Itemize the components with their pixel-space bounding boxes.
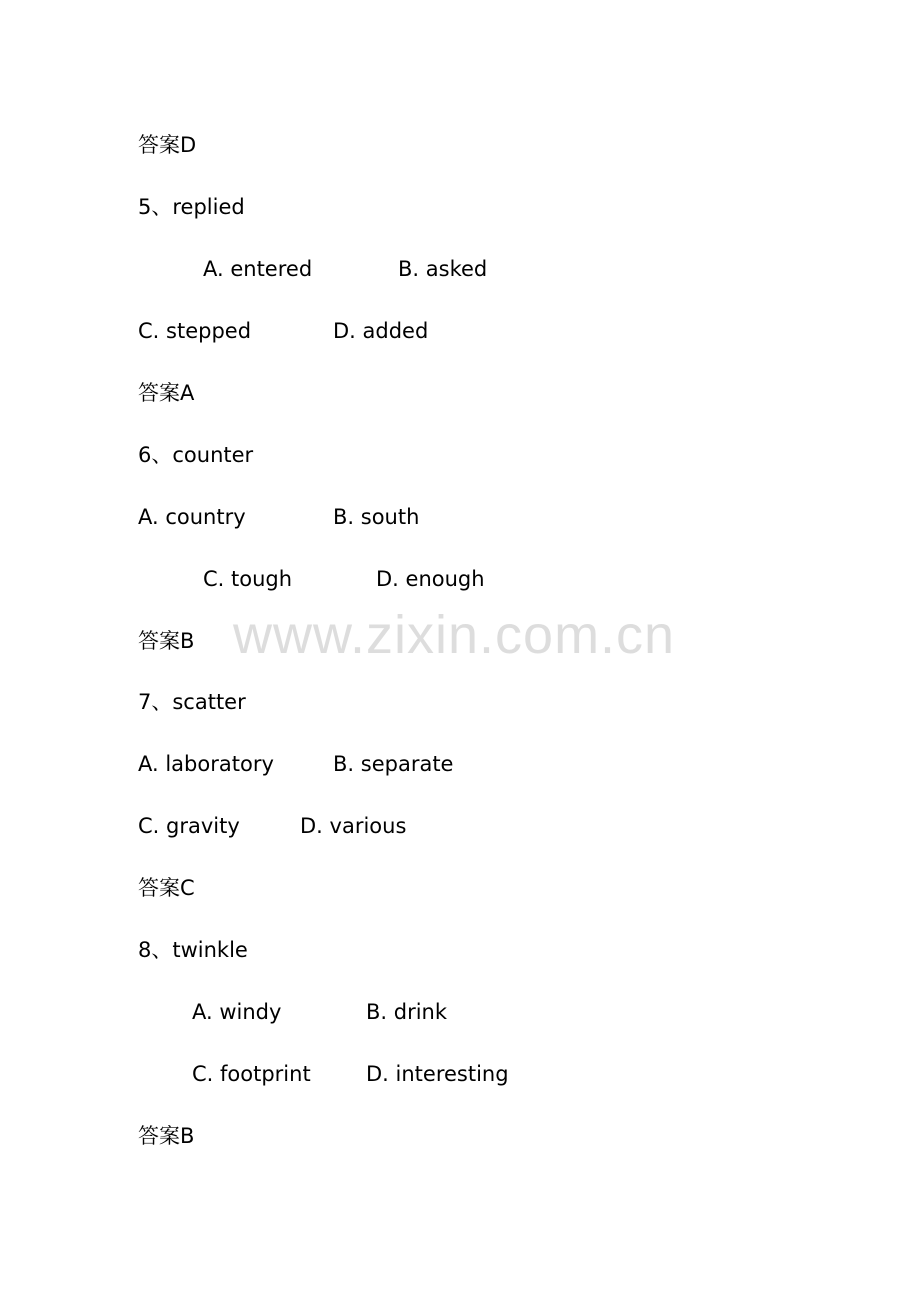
question-6-option-c: C. tough: [203, 567, 293, 591]
question-5-answer: 答案A: [138, 381, 195, 405]
question-7-option-c: C. gravity: [138, 814, 240, 838]
question-8-option-b: B. drink: [366, 1000, 448, 1024]
question-6-answer: 答案B: [138, 629, 195, 653]
question-5-option-d: D. added: [333, 319, 429, 343]
question-5-option-c: C. stepped: [138, 319, 252, 343]
question-6-stem: 6、counter: [138, 443, 254, 467]
question-5-stem: 5、replied: [138, 195, 245, 219]
question-7-stem: 7、scatter: [138, 690, 246, 714]
question-6-option-b: B. south: [333, 505, 420, 529]
watermark: www.zixin.com.cn: [233, 605, 676, 665]
question-7-option-d: D. various: [300, 814, 407, 838]
question-8-stem: 8、twinkle: [138, 938, 248, 962]
question-5-option-b: B. asked: [398, 257, 488, 281]
question-8-option-c: C. footprint: [192, 1062, 311, 1086]
question-7-answer: 答案C: [138, 876, 195, 900]
question-7-option-a: A. laboratory: [138, 752, 274, 776]
question-6-option-a: A. country: [138, 505, 246, 529]
question-5-option-a: A. entered: [203, 257, 313, 281]
question-8-answer: 答案B: [138, 1124, 195, 1148]
question-8-option-a: A. windy: [192, 1000, 282, 1024]
question-6-option-d: D. enough: [376, 567, 485, 591]
question-7-option-b: B. separate: [333, 752, 454, 776]
question-8-option-d: D. interesting: [366, 1062, 509, 1086]
answer-prev: 答案D: [138, 133, 197, 157]
